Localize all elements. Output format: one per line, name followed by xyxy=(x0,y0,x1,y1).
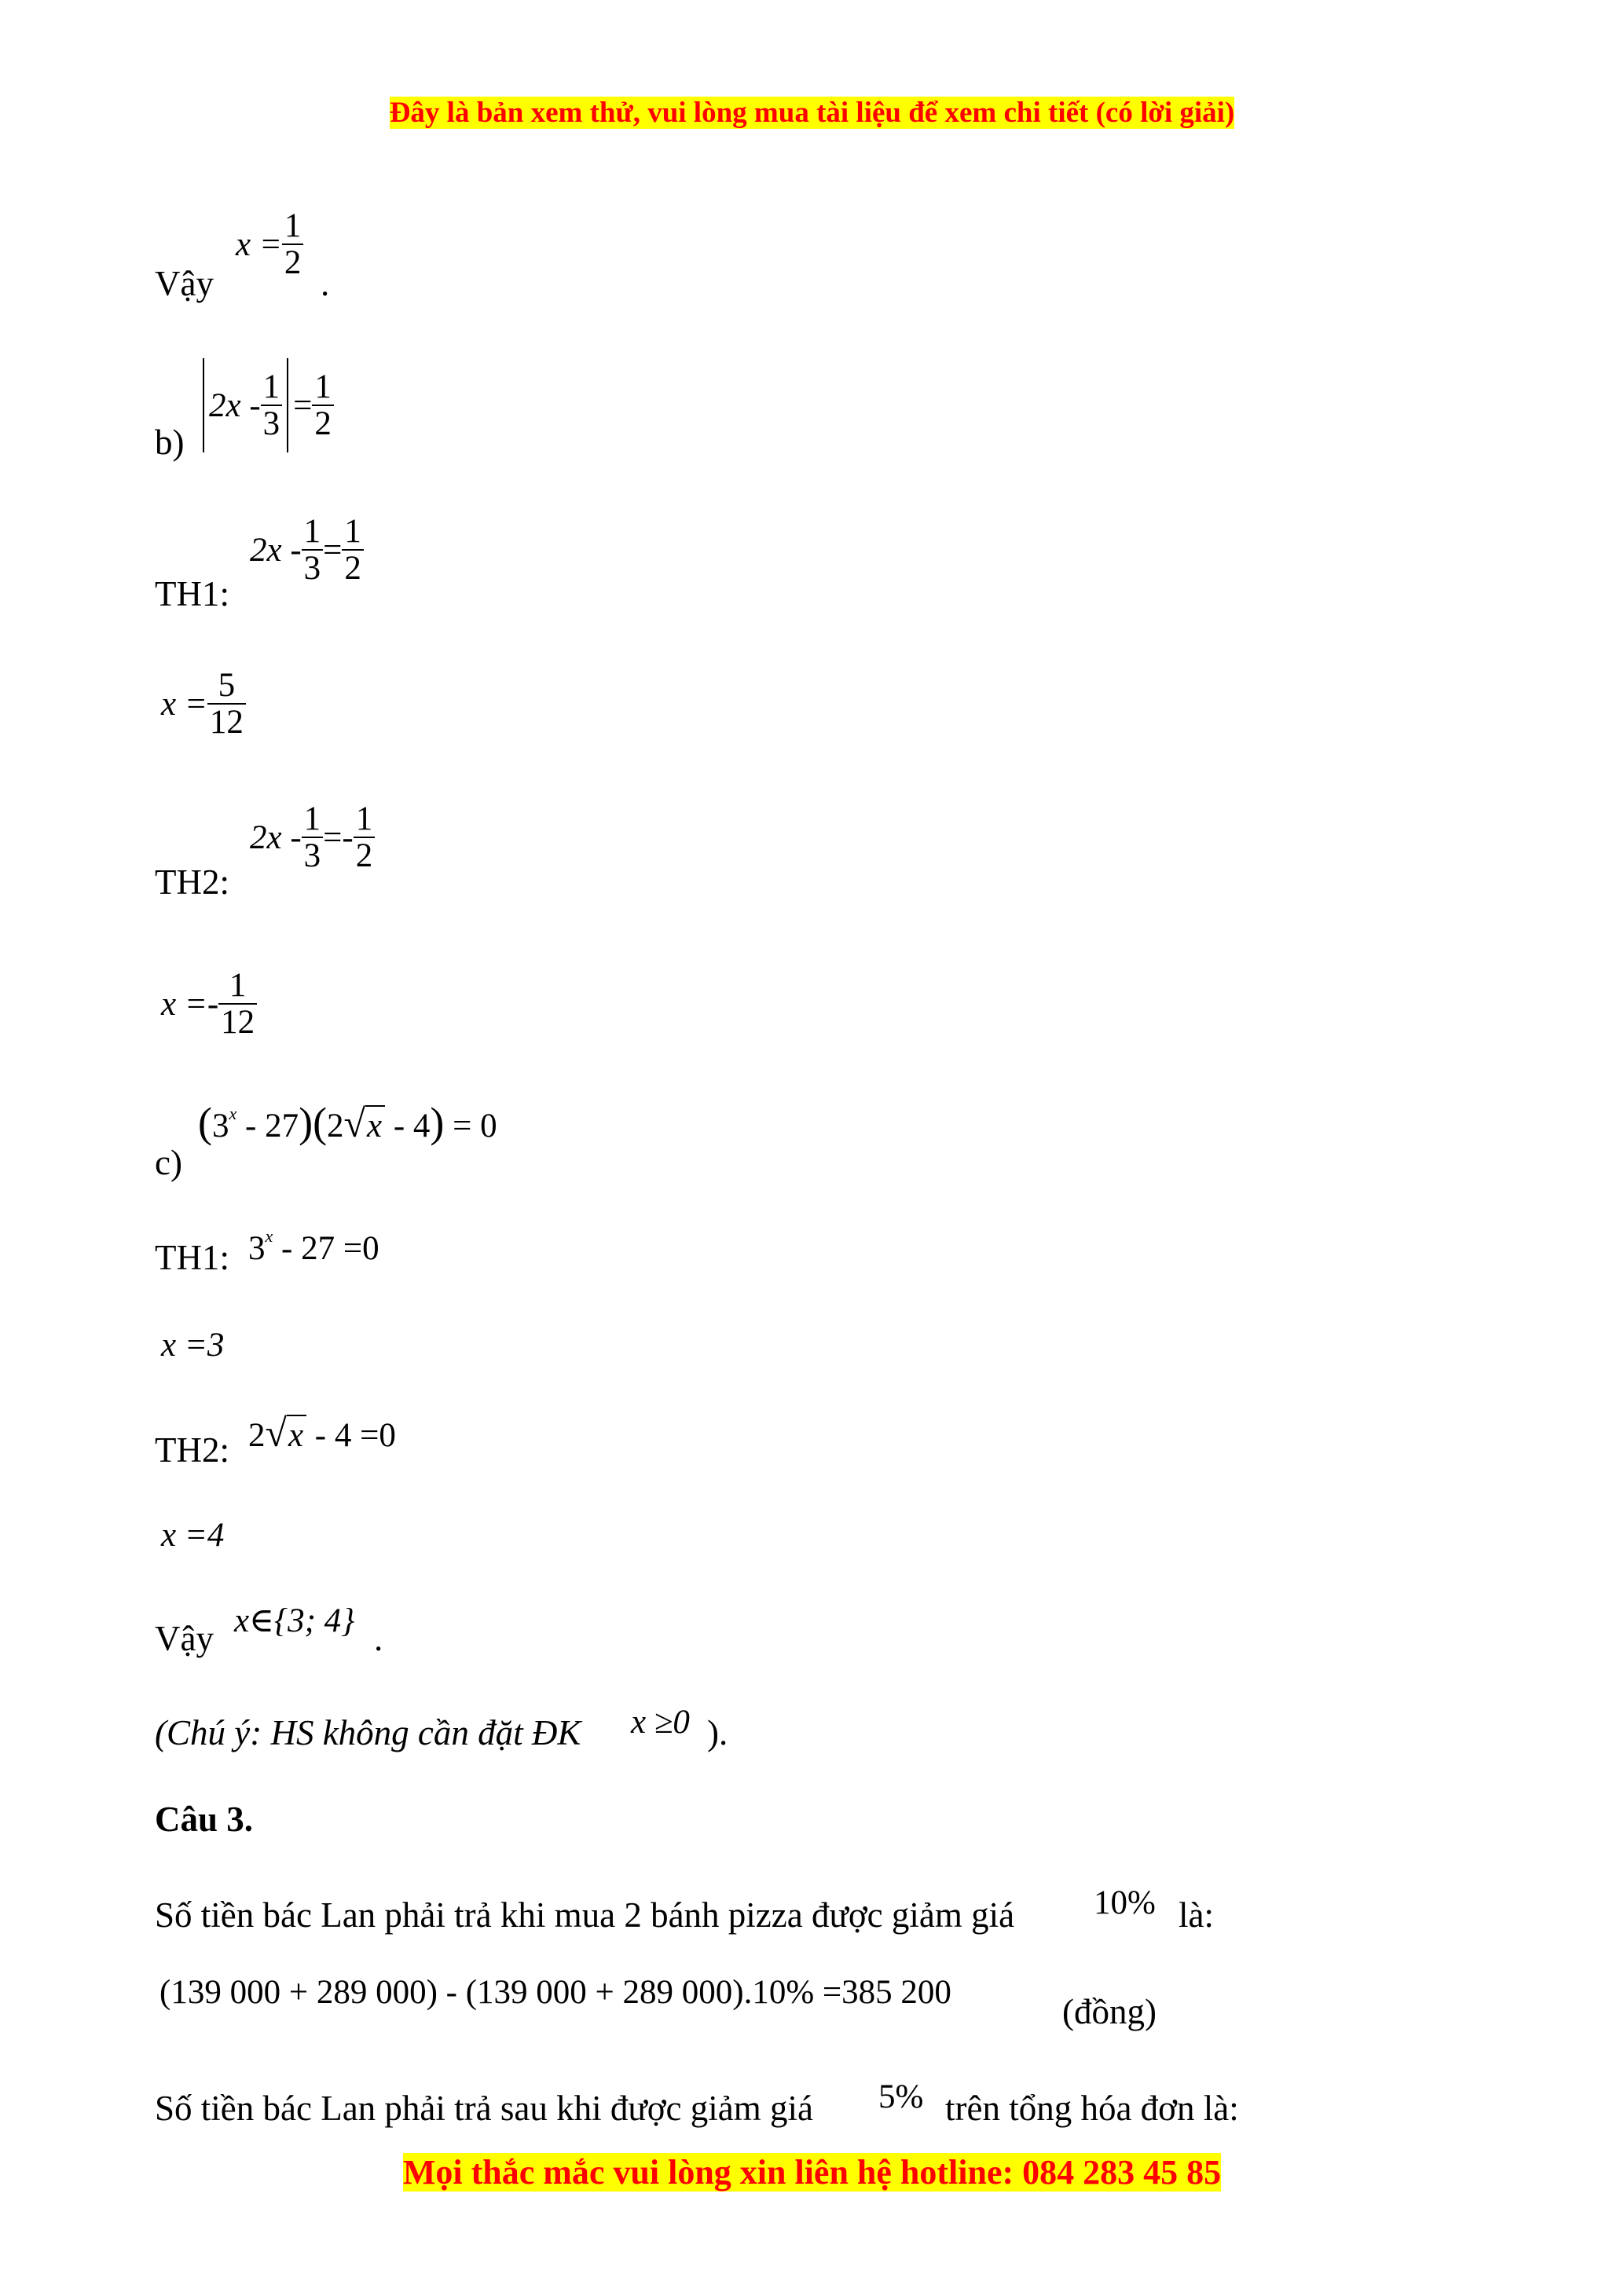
vay-label-2: Vậy xyxy=(155,1619,214,1658)
vay-formula-1 xyxy=(236,208,303,280)
case1-formula xyxy=(250,514,364,586)
c-part4: - 4 xyxy=(385,1108,431,1144)
c-rhs: = 0 xyxy=(453,1108,497,1144)
fraction xyxy=(261,369,283,441)
res1-lhs: x = xyxy=(161,685,207,723)
fraction xyxy=(302,514,324,586)
fraction xyxy=(207,668,246,740)
part-b-label: b) xyxy=(155,423,185,462)
hotline-notice xyxy=(0,2152,1624,2192)
paren-close: ) xyxy=(430,1099,445,1146)
numerator: 1 xyxy=(344,513,361,550)
case1-label: TH1: xyxy=(155,574,229,613)
c-case1-formula xyxy=(248,1226,379,1268)
calculation-formula: (139 000 + 289 000) - (139 000 + 289 000).10% =385 200 xyxy=(159,1974,951,2011)
numerator: 1 xyxy=(284,207,302,244)
paragraph-2-text: Số tiền bác Lan phải trả sau khi được giảm giá xyxy=(155,2089,813,2128)
vay2-formula: x∈{3; 4} xyxy=(234,1602,355,1639)
cth1-base: 3 xyxy=(248,1230,266,1267)
paren-open: ( xyxy=(313,1099,328,1146)
numerator: 1 xyxy=(355,800,373,837)
sqrt-icon: √ xyxy=(265,1411,287,1455)
th1-expr: 2x - xyxy=(250,531,302,569)
fraction xyxy=(302,801,324,873)
numerator: 1 xyxy=(229,967,247,1004)
vay1-lhs: x = xyxy=(236,225,282,263)
denominator: 2 xyxy=(312,405,334,441)
fraction xyxy=(354,801,376,873)
numerator: 1 xyxy=(262,368,280,405)
paragraph-1-percent: 10% xyxy=(1094,1884,1156,1921)
result-1-formula xyxy=(161,668,246,740)
denominator: 12 xyxy=(207,703,246,740)
denominator: 2 xyxy=(342,549,364,586)
c-exponent: x xyxy=(229,1104,237,1123)
abs-bar-left xyxy=(203,358,204,452)
cth2-radicand: x xyxy=(287,1415,306,1455)
equals: = xyxy=(323,531,343,569)
c-coef: 2 xyxy=(327,1108,344,1144)
c-base: 3 xyxy=(211,1108,229,1144)
part-c-formula xyxy=(198,1098,497,1147)
fraction xyxy=(342,514,364,586)
vay2-dot: . xyxy=(374,1619,383,1658)
question-3-heading: Câu 3. xyxy=(155,1800,254,1839)
fraction xyxy=(312,369,334,441)
equals: =- xyxy=(323,818,354,856)
note-formula: x ≥0 xyxy=(631,1704,690,1741)
note-text: (Chú ý: HS không cần đặt ĐK xyxy=(155,1713,581,1752)
th2-expr: 2x - xyxy=(250,818,302,856)
denominator: 3 xyxy=(302,837,324,873)
vay1-dot: . xyxy=(321,264,330,303)
res2-lhs: x =- xyxy=(161,985,219,1023)
denominator: 3 xyxy=(302,549,324,586)
part-b-formula xyxy=(198,358,334,452)
cth2-rest: - 4 =0 xyxy=(306,1417,396,1454)
calculation-unit: (đồng) xyxy=(1062,1992,1157,2031)
numerator: 1 xyxy=(303,513,321,550)
c-part2: - 27 xyxy=(236,1108,299,1144)
numerator: 1 xyxy=(314,368,332,405)
case2-formula xyxy=(250,801,375,873)
note-close: ). xyxy=(707,1713,728,1752)
denominator: 12 xyxy=(218,1003,257,1040)
vay-label-1: Vậy xyxy=(155,264,214,303)
c-result-2: x =4 xyxy=(161,1517,225,1554)
paragraph-1-text: Số tiền bác Lan phải trả khi mua 2 bánh pizza được giảm giá xyxy=(155,1895,1015,1935)
cth1-rest: - 27 =0 xyxy=(273,1230,379,1267)
c-radicand: x xyxy=(365,1105,385,1145)
result-2-formula xyxy=(161,968,257,1040)
preview-notice-text: Đây là bản xem thử, vui lòng mua tài liệu để xem chi tiết (có lời giải) xyxy=(389,97,1235,129)
paragraph-1-end: là: xyxy=(1179,1895,1214,1935)
case2-label: TH2: xyxy=(155,862,229,902)
paren-open: ( xyxy=(198,1099,212,1146)
cth2-coef: 2 xyxy=(248,1417,266,1454)
fraction xyxy=(218,968,257,1040)
equals: = xyxy=(293,386,313,424)
b-expr: 2x - xyxy=(209,386,261,424)
numerator: 1 xyxy=(303,800,321,837)
part-c-label: c) xyxy=(155,1143,182,1182)
c-case2-formula xyxy=(248,1410,396,1456)
sqrt-icon: √ xyxy=(343,1101,365,1145)
numerator: 5 xyxy=(218,667,236,704)
hotline-notice-text: Mọi thắc mắc vui lòng xin liên hệ hotline: 084 283 45 85 xyxy=(402,2153,1222,2192)
paragraph-2-percent: 5% xyxy=(878,2078,924,2115)
denominator: 3 xyxy=(261,405,283,441)
paren-close: ) xyxy=(299,1099,313,1146)
denominator: 2 xyxy=(282,244,304,280)
cth1-exponent: x xyxy=(265,1226,273,1246)
c-case1-label: TH1: xyxy=(155,1238,229,1277)
fraction xyxy=(282,208,304,280)
preview-notice xyxy=(0,96,1624,130)
abs-bar-right xyxy=(287,358,288,452)
denominator: 2 xyxy=(354,837,376,873)
paragraph-2-end: trên tổng hóa đơn là: xyxy=(945,2089,1239,2128)
c-result-1: x =3 xyxy=(161,1327,225,1364)
c-case2-label: TH2: xyxy=(155,1430,229,1470)
